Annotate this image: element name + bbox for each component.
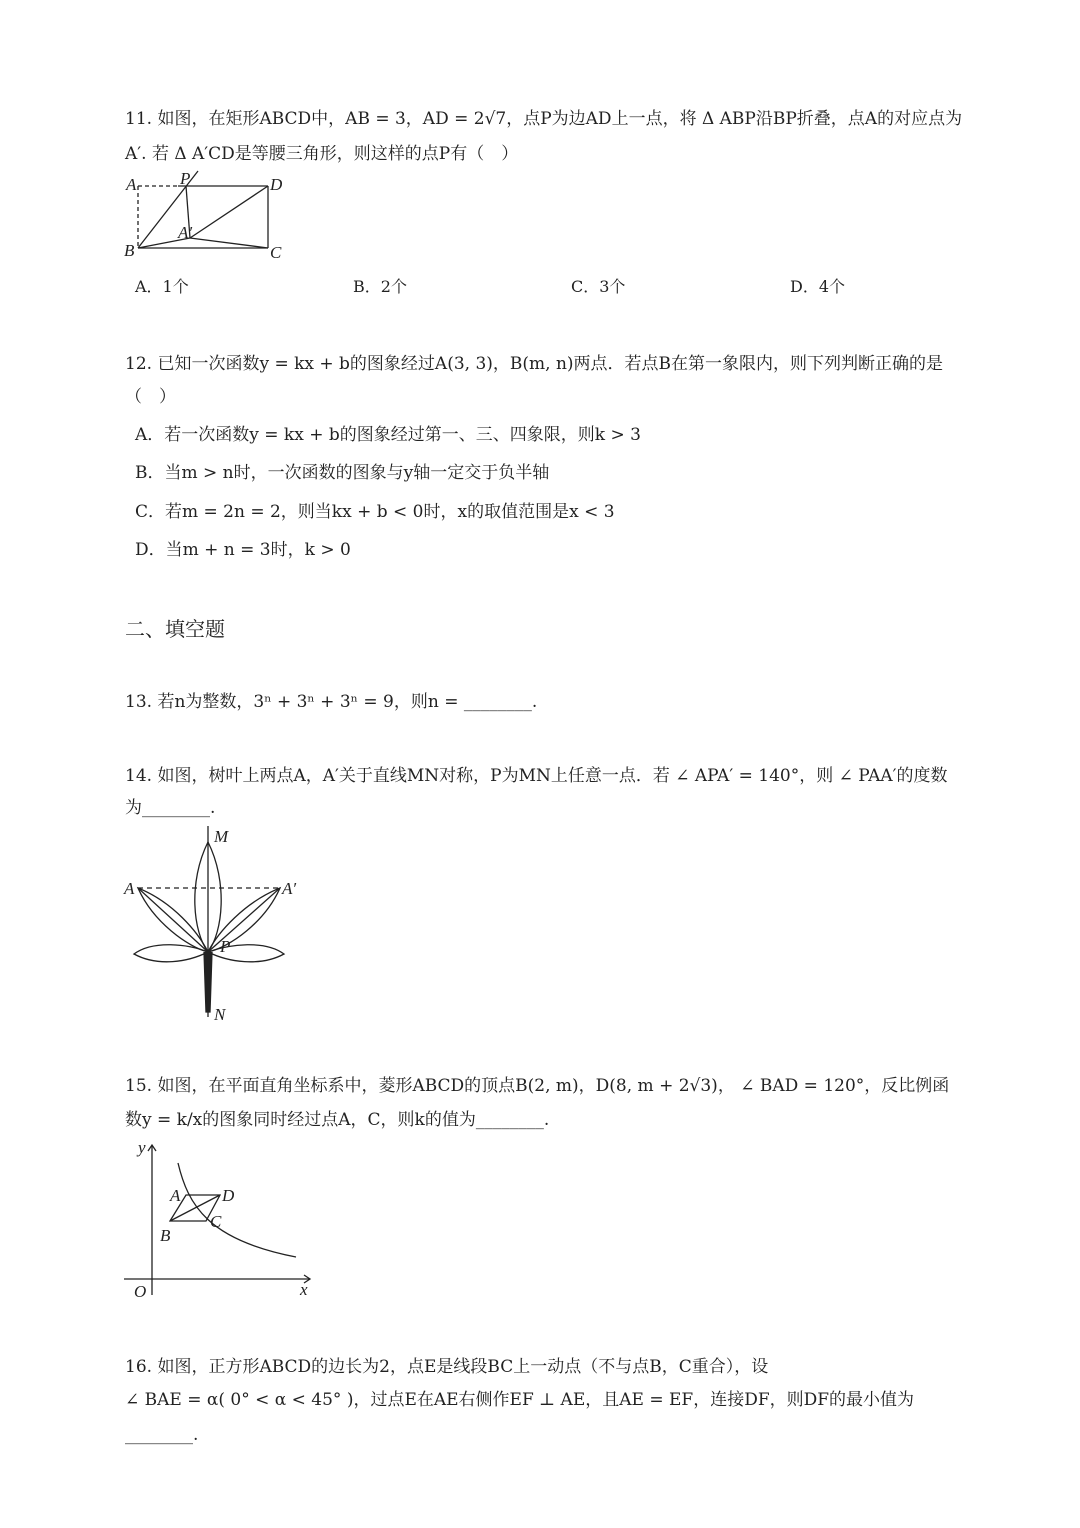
q11-choice-a[interactable]: A．1个 — [135, 277, 189, 296]
q11-choice-b[interactable]: B．2个 — [353, 277, 407, 296]
q15-label-d: D — [222, 1186, 235, 1205]
q11-text-line1: 11. 如图，在矩形ABCD中，AB = 3，AD = 2√7，点P为边AD上一点，将 Δ ABP沿BP折叠，点A的对应点为 — [125, 109, 963, 129]
q11-text-line2: A′. 若 Δ A′CD是等腰三角形，则这样的点P有（ ） — [125, 144, 519, 164]
q11-label-c: C — [270, 243, 282, 262]
q14-label-p: P — [220, 937, 231, 956]
q15-label-c: C — [210, 1212, 222, 1231]
q16-text-line2: ∠ BAE = α( 0° < α < 45° )，过点E在AE右侧作EF ⊥ AE，且AE = EF，连接DF，则DF的最小值为 — [125, 1390, 915, 1410]
q12-text-line2: （ ） — [125, 387, 176, 407]
q15-text-line2: 数y = k/x的图象同时经过点A，C，则k的值为________. — [125, 1110, 550, 1130]
q16-text-line1: 16. 如图，正方形ABCD的边长为2，点E是线段BC上一动点（不与点B，C重合），设 — [125, 1357, 769, 1377]
q12-option-d[interactable]: D．当m + n = 3时，k > 0 — [135, 540, 351, 560]
q11-choice-c[interactable]: C．3个 — [571, 277, 626, 296]
q15-label-o: O — [134, 1282, 147, 1301]
q14-label-m: M — [214, 827, 229, 846]
q15-coordinate-figure — [118, 1135, 318, 1305]
q11-choice-d[interactable]: D．4个 — [790, 277, 846, 296]
q15-label-a: A — [170, 1186, 181, 1205]
q15-text-line1: 15. 如图，在平面直角坐标系中，菱形ABCD的顶点B(2, m)，D(8, m + 2√3)， ∠ BAD = 120°，反比例函 — [125, 1076, 950, 1096]
q15-label-b: B — [160, 1226, 171, 1245]
q14-text-line2: 为________. — [125, 798, 216, 818]
q14-leaf-figure — [118, 822, 318, 1027]
q12-option-b[interactable]: B．当m > n时，一次函数的图象与y轴一定交于负半轴 — [135, 463, 550, 483]
q15-label-y: y — [138, 1138, 146, 1157]
q14-label-a: A — [124, 879, 135, 898]
q11-label-d: D — [270, 175, 283, 194]
section-heading-fill-blank: 二、填空题 — [125, 617, 225, 641]
q11-label-p: P — [180, 169, 191, 188]
q15-label-x: x — [300, 1280, 308, 1299]
q12-option-a[interactable]: A．若一次函数y = kx + b的图象经过第一、三、四象限，则k > 3 — [135, 425, 641, 445]
q16-text-line3: ________. — [125, 1425, 199, 1445]
q13-text: 13. 若n为整数，3ⁿ + 3ⁿ + 3ⁿ = 9，则n = ________. — [125, 692, 538, 712]
q14-label-a-prime: A′ — [282, 879, 297, 898]
q11-rectangle-figure — [118, 168, 298, 264]
q14-text-line1: 14. 如图，树叶上两点A，A′关于直线MN对称，P为MN上任意一点．若 ∠ APA′ = 140°，则 ∠ PAA′的度数 — [125, 766, 948, 786]
q11-label-a: A — [126, 175, 137, 194]
q11-label-a-prime: A′ — [178, 223, 193, 242]
q12-option-c[interactable]: C．若m = 2n = 2，则当kx + b < 0时，x的取值范围是x < 3 — [135, 502, 615, 522]
q11-label-b: B — [124, 241, 135, 260]
q14-label-n: N — [214, 1005, 226, 1024]
q12-text-line1: 12. 已知一次函数y = kx + b的图象经过A(3, 3)，B(m, n)两点．若点B在第一象限内，则下列判断正确的是 — [125, 354, 944, 374]
